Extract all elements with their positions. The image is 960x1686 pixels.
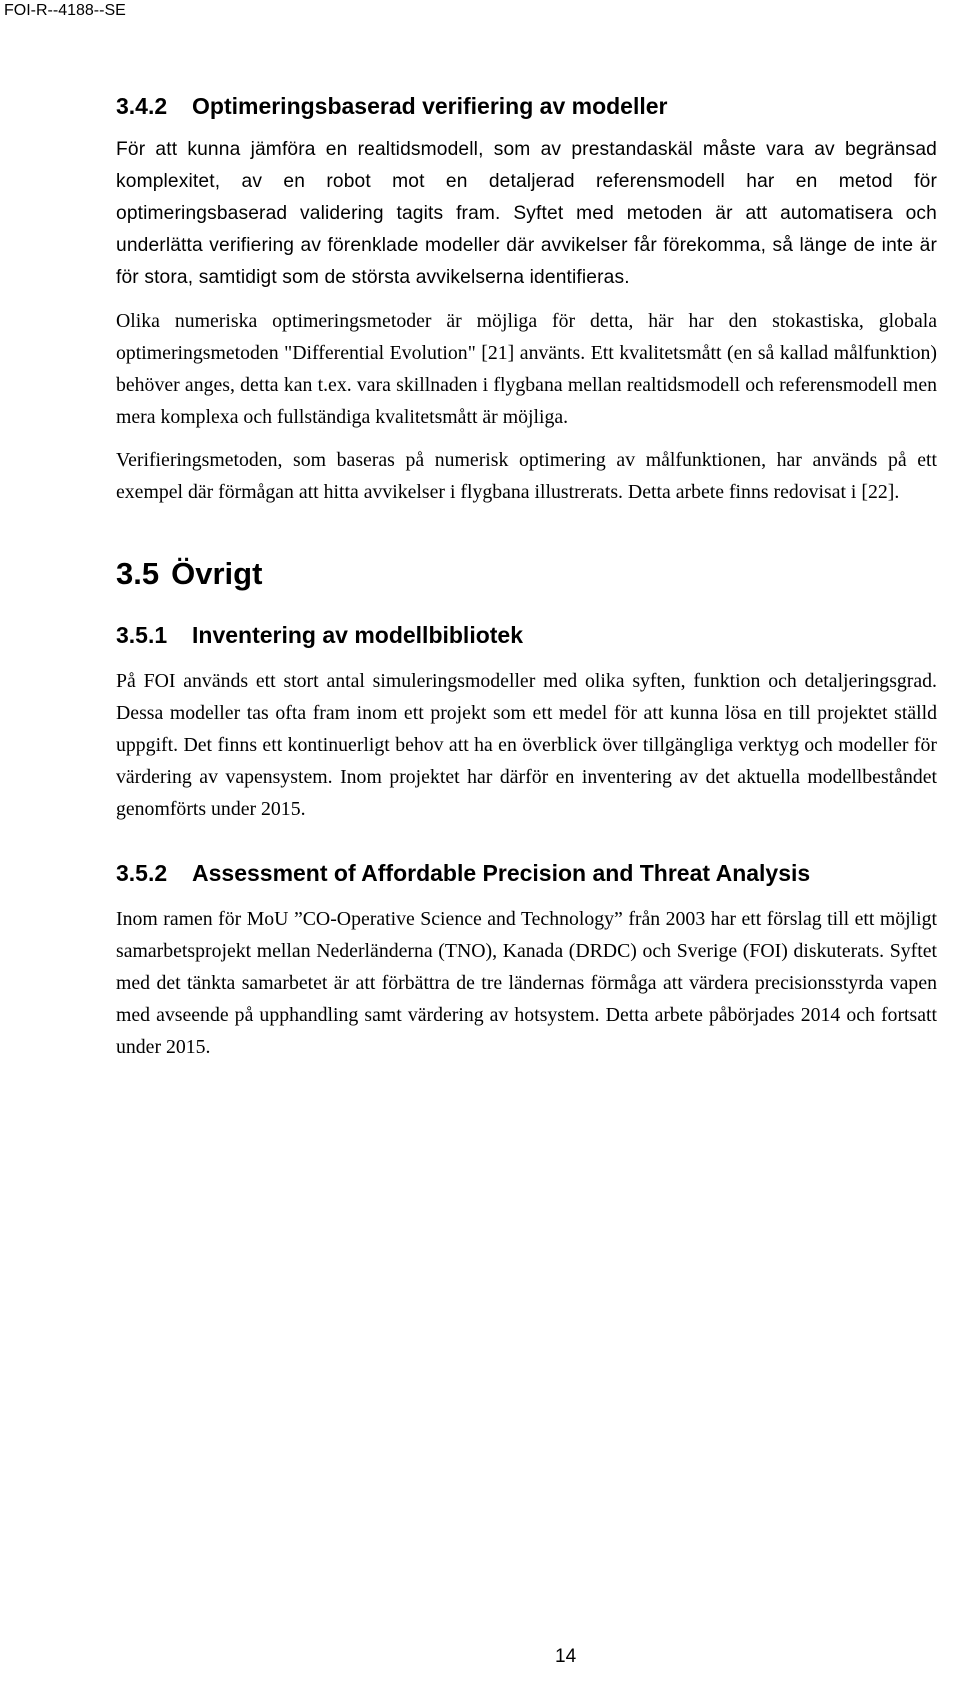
section-title: Assessment of Affordable Precision and Threat Analysis: [192, 860, 811, 886]
section-3-5-2-heading: [116, 859, 937, 887]
section-number: 3.4.2: [116, 93, 168, 119]
paragraph: Olika numeriska optimeringsmetoder är möjliga för detta, här har den stokastiska, globala optimeringsmetoden "Differential Evolution" [21] använts. Ett kvalitetsmått (en så kallad målfunktion) behöver anges, detta kan t.ex. vara skillnaden i flygbana mellan realtidsmodell och referensmodell men mera komplexa och fullständiga kvalitetsmått är möjliga.: [116, 310, 937, 428]
section-3-5-1-heading: [116, 621, 937, 649]
section-3-4-2-heading: [116, 92, 937, 120]
paragraph: På FOI används ett stort antal simuleringsmodeller med olika syften, funktion och detaljeringsgrad. Dessa modeller tas ofta fram inom ett projekt som ett medel för att kunna lösa en till projektet ställd uppgift. Det finns ett kontinuerligt behov att ha en överblick över tillgängliga verktyg och modeller för värdering av vapensystem. Inom projektet har därför en inventering av det aktuella modellbeståndet genomförts under 2015.: [116, 670, 937, 820]
paragraph: Inom ramen för MoU ”CO-Operative Science and Technology” från 2003 har ett förslag till ett möjligt samarbetsprojekt mellan Nederländerna (TNO), Kanada (DRDC) och Sverige (FOI) diskuterats. Syftet med det tänkta samarbetet är att förbättra de tre ländernas förmåga att värdera precisionsstyrda vapen med avseende på upphandling samt värdering av hotsystem. Detta arbete påbörjades 2014 och fortsatt under 2015.: [116, 908, 937, 1058]
report-id: FOI-R--4188--SE: [4, 2, 126, 19]
page-content: [116, 92, 937, 1063]
section-title: Optimeringsbaserad verifiering av modeller: [192, 93, 668, 119]
section-3-5-heading: [116, 554, 937, 594]
section-number: 3.5.1: [116, 622, 168, 648]
page-number: 14: [555, 1646, 577, 1667]
paragraph: Verifieringsmetoden, som baseras på numerisk optimering av målfunktionen, har används på ett exempel där förmågan att hitta avvikelser i flygbana illustrerats. Detta arbete finns redovisat i [22].: [116, 449, 937, 503]
section-number: 3.5.2: [116, 860, 168, 886]
section-number: 3.5: [116, 556, 160, 591]
section-title: Inventering av modellbibliotek: [192, 622, 524, 648]
paragraph: För att kunna jämföra en realtidsmodell, som av prestandaskäl måste vara av begränsad komplexitet, av en robot mot en detaljerad referensmodell har en metod för optimeringsbaserad validering tagits fram. Syftet med metoden är att automatisera och underlätta verifiering av förenklade modeller där avvikelser får förekomma, så länge de inte är för stora, samtidigt som de största avvikelserna identifieras.: [116, 139, 937, 288]
section-title: Övrigt: [171, 556, 263, 591]
